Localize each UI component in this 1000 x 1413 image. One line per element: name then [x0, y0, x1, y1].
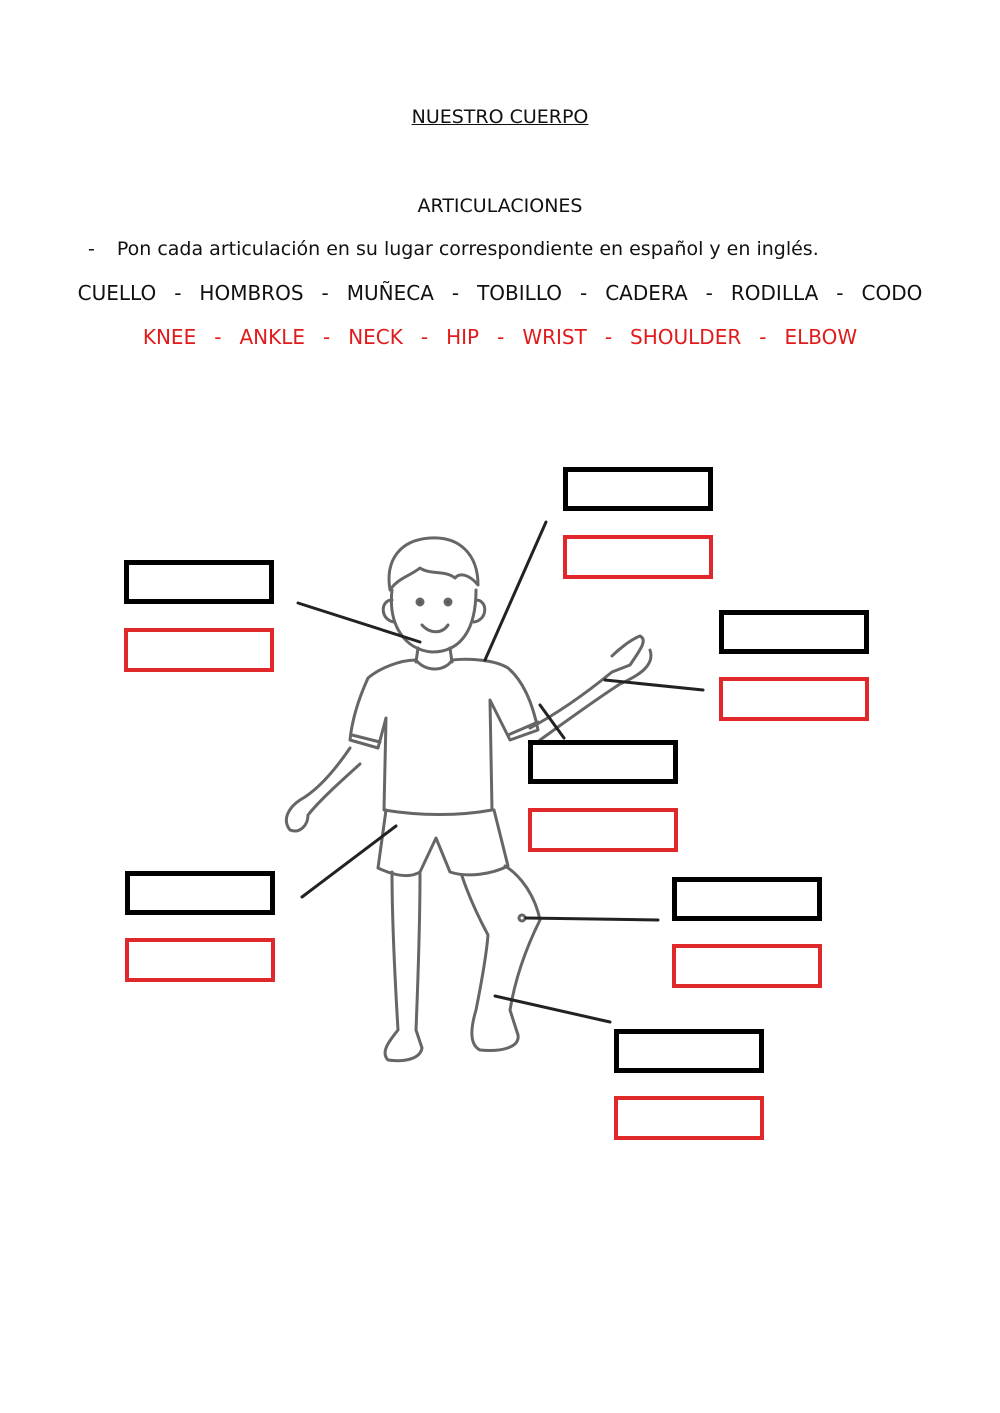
answer-box-spanish[interactable]: [672, 877, 822, 921]
right-eye: [445, 599, 451, 605]
word-separator: -: [174, 281, 182, 305]
word-spanish[interactable]: MUÑECA: [346, 281, 434, 305]
answer-box-english[interactable]: [719, 677, 869, 721]
section-subtitle: ARTICULACIONES: [417, 195, 583, 217]
mouth: [422, 625, 448, 632]
left-eye: [417, 599, 423, 605]
word-separator: -: [214, 325, 222, 349]
answer-box-spanish[interactable]: [614, 1029, 764, 1073]
word-english[interactable]: ANKLE: [239, 325, 305, 349]
answer-box-english[interactable]: [614, 1096, 764, 1140]
pointer-line-shoulder: [485, 522, 546, 660]
word-spanish[interactable]: RODILLA: [730, 281, 819, 305]
word-spanish[interactable]: TOBILLO: [477, 281, 562, 305]
knee-mark: [519, 915, 525, 921]
pointer-line-neck: [298, 603, 420, 642]
pointer-line-hip: [302, 826, 396, 897]
instruction-bullet: -: [88, 238, 95, 260]
pointer-line-knee: [526, 918, 658, 920]
word-separator: -: [604, 325, 613, 349]
head: [391, 590, 476, 652]
word-separator: -: [321, 281, 329, 305]
page-title: NUESTRO CUERPO: [411, 106, 589, 128]
word-spanish[interactable]: CUELLO: [77, 281, 157, 305]
answer-box-spanish[interactable]: [528, 740, 678, 784]
word-separator: -: [705, 281, 713, 305]
word-separator: -: [836, 281, 844, 305]
instruction-text: Pon cada articulación en su lugar correspondiente en español y en inglés.: [116, 238, 819, 260]
left-arm: [286, 748, 360, 831]
shirt: [350, 659, 538, 814]
answer-box-spanish[interactable]: [719, 610, 869, 654]
word-english[interactable]: HIP: [446, 325, 480, 349]
hair: [389, 538, 478, 590]
answer-box-spanish[interactable]: [125, 871, 275, 915]
word-english[interactable]: NECK: [348, 325, 403, 349]
answer-box-english[interactable]: [563, 535, 713, 579]
word-separator: -: [420, 325, 429, 349]
word-english[interactable]: WRIST: [522, 325, 587, 349]
answer-box-english[interactable]: [672, 944, 822, 988]
word-spanish[interactable]: CADERA: [605, 281, 688, 305]
left-leg: [385, 872, 422, 1061]
word-spanish[interactable]: CODO: [861, 281, 923, 305]
answer-box-english[interactable]: [125, 938, 275, 982]
shorts: [378, 810, 508, 875]
word-spanish[interactable]: HOMBROS: [199, 281, 304, 305]
answer-box-english[interactable]: [528, 808, 678, 852]
answer-box-spanish[interactable]: [124, 560, 274, 604]
word-separator: -: [759, 325, 767, 349]
answer-box-spanish[interactable]: [563, 467, 713, 511]
answer-box-english[interactable]: [124, 628, 274, 672]
word-separator: -: [451, 281, 460, 305]
right-arm: [530, 636, 651, 740]
word-separator: -: [497, 325, 505, 349]
right-leg: [462, 866, 540, 1050]
word-english[interactable]: SHOULDER: [630, 325, 742, 349]
word-english[interactable]: KNEE: [142, 325, 197, 349]
word-english[interactable]: ELBOW: [784, 325, 858, 349]
word-separator: -: [322, 325, 331, 349]
word-separator: -: [580, 281, 588, 305]
